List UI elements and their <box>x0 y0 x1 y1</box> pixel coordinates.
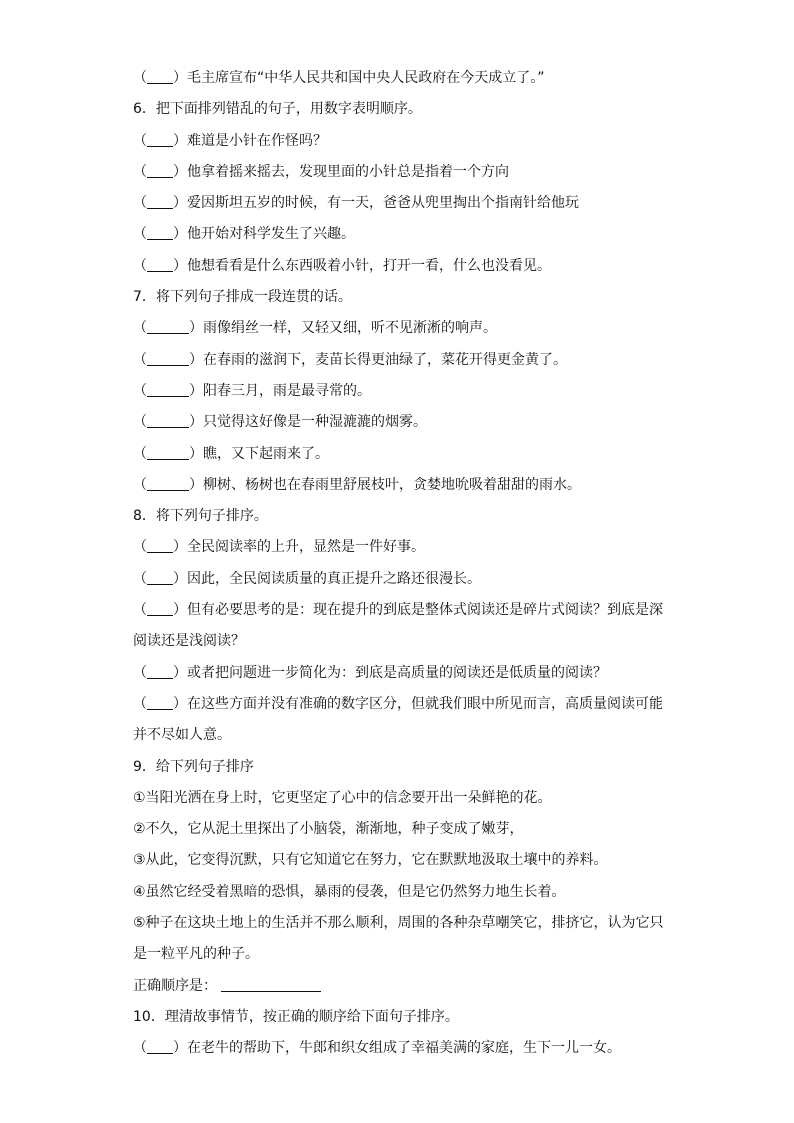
sentence-item <box>133 63 694 94</box>
sentence-line <box>133 877 694 908</box>
paren-left: （ <box>133 664 147 681</box>
sentence-line <box>133 939 694 970</box>
line-text: 全民阅读率的上升，显然是一件好事。 <box>187 539 425 556</box>
sentence-line <box>133 720 694 751</box>
blank-underline[interactable] <box>147 131 173 147</box>
sentence-line <box>133 908 694 939</box>
line-text: 或者把问题进一步简化为：到底是高质量的阅读还是低质量的阅读？ <box>187 664 607 681</box>
paren-right: ） <box>173 132 187 149</box>
paren-left: （ <box>133 570 147 587</box>
paren-right: ） <box>189 414 203 431</box>
sentence-item <box>133 689 694 720</box>
line-text: 8．将下列句子排序。 <box>133 508 268 525</box>
line-text: 阅读还是浅阅读？ <box>133 633 245 650</box>
sentence-line <box>133 626 694 657</box>
blank-underline[interactable] <box>147 444 189 460</box>
blank-underline[interactable] <box>147 256 173 272</box>
paren-left: （ <box>133 320 147 337</box>
sentence-item <box>133 251 694 282</box>
order-blank[interactable] <box>133 63 187 94</box>
paren-right: ） <box>173 539 187 556</box>
line-text: 柳树、杨树也在春雨里舒展枝叶，贪婪地吮吸着甜甜的雨水。 <box>203 476 581 493</box>
question-title <box>133 752 694 783</box>
order-blank[interactable] <box>133 439 203 470</box>
order-blank[interactable] <box>133 251 187 282</box>
paren-left: （ <box>133 132 147 149</box>
blank-underline[interactable] <box>147 224 173 240</box>
paren-right: ） <box>173 695 187 712</box>
order-blank[interactable] <box>133 157 187 188</box>
sentence-item <box>133 1033 694 1064</box>
sentence-item <box>133 439 694 470</box>
line-text: ⑤种子在这块土地上的生活并不那么顺利，周围的各种杂草嘲笑它，排挤它，认为它只 <box>133 915 664 932</box>
line-text: 只觉得这好像是一种湿漉漉的烟雾。 <box>203 414 427 431</box>
paren-right: ） <box>189 476 203 493</box>
sentence-item <box>133 157 694 188</box>
paren-left: （ <box>133 476 147 493</box>
paren-right: ） <box>173 226 187 243</box>
sentence-line <box>133 783 694 814</box>
blank-underline[interactable] <box>147 600 173 616</box>
sentence-item <box>133 407 694 438</box>
sentence-item <box>133 595 694 626</box>
paren-right: ） <box>173 664 187 681</box>
sentence-item <box>133 126 694 157</box>
line-text: 他拿着摇来摇去，发现里面的小针总是指着一个方向 <box>187 163 509 180</box>
blank-underline[interactable] <box>147 475 189 491</box>
paren-right: ） <box>173 570 187 587</box>
paren-right: ） <box>189 445 203 462</box>
line-text: 10．理清故事情节，按正确的顺序给下面句子排序。 <box>133 1008 459 1025</box>
paren-left: （ <box>133 539 147 556</box>
paren-left: （ <box>133 445 147 462</box>
line-text: 难道是小针在作怪吗？ <box>187 132 327 149</box>
sentence-item <box>133 470 694 501</box>
line-text: 但有必要思考的是：现在提升的到底是整体式阅读还是碎片式阅读？到底是深 <box>187 602 663 619</box>
paren-right: ） <box>173 70 187 86</box>
question-title <box>133 282 694 313</box>
answer-row <box>133 971 694 1002</box>
line-text: 雨像绢丝一样，又轻又细，听不见淅淅的响声。 <box>203 320 497 337</box>
line-text: 爱因斯坦五岁的时候，有一天，爸爸从兜里掏出个指南针给他玩 <box>187 195 579 212</box>
sentence-item <box>133 188 694 219</box>
blank-underline[interactable] <box>147 694 173 710</box>
paren-right: ） <box>173 602 187 619</box>
order-blank[interactable] <box>133 345 203 376</box>
sentence-line <box>133 845 694 876</box>
order-blank[interactable] <box>133 532 187 563</box>
paren-left: （ <box>133 695 147 712</box>
line-text: 7．将下列句子排成一段连贯的话。 <box>133 289 352 306</box>
line-text: 他想看看是什么东西吸着小针，打开一看，什么也没看见。 <box>187 257 551 274</box>
paren-left: （ <box>133 1040 147 1057</box>
order-blank[interactable] <box>133 376 203 407</box>
sentence-item <box>133 564 694 595</box>
paren-left: （ <box>133 351 147 368</box>
sentence-item <box>133 376 694 407</box>
paren-left: （ <box>133 414 147 431</box>
blank-underline[interactable] <box>147 68 173 84</box>
paren-left: （ <box>133 226 147 243</box>
question-title <box>133 1002 694 1033</box>
order-blank[interactable] <box>133 407 203 438</box>
line-text: ③从此，它变得沉默，只有它知道它在努力，它在默默地汲取土壤中的养料。 <box>133 852 608 869</box>
paren-right: ） <box>189 351 203 368</box>
blank-underline[interactable] <box>147 162 173 178</box>
order-blank[interactable] <box>133 126 187 157</box>
paren-right: ） <box>189 320 203 337</box>
blank-underline[interactable] <box>147 537 173 553</box>
blank-underline[interactable] <box>147 193 173 209</box>
line-text: 阳春三月，雨是最寻常的。 <box>203 382 371 399</box>
order-blank[interactable] <box>133 188 187 219</box>
paren-right: ） <box>189 382 203 399</box>
sentence-item <box>133 658 694 689</box>
order-blank[interactable] <box>133 658 187 689</box>
order-blank[interactable] <box>133 470 203 501</box>
order-blank[interactable] <box>133 689 187 720</box>
blank-underline[interactable] <box>147 412 189 428</box>
blank-underline[interactable] <box>147 569 173 585</box>
sentence-item <box>133 532 694 563</box>
order-blank[interactable] <box>133 1033 187 1064</box>
order-blank[interactable] <box>133 219 187 250</box>
paren-left: （ <box>133 70 147 86</box>
paren-left: （ <box>133 163 147 180</box>
sentence-item <box>133 219 694 250</box>
question-title <box>133 94 694 125</box>
line-text: ④虽然它经受着黑暗的恐惧，暴雨的侵袭，但是它仍然努力地生长着。 <box>133 883 566 900</box>
line-text: ②不久，它从泥土里探出了小脑袋，渐渐地，种子变成了嫩芽， <box>133 821 524 838</box>
line-text: 瞧，又下起雨来了。 <box>203 445 329 462</box>
sentence-item <box>133 345 694 376</box>
line-text: 在春雨的滋润下，麦苗长得更油绿了，菜花开得更金黄了。 <box>203 351 567 368</box>
paren-right: ） <box>173 1040 187 1057</box>
paren-right: ） <box>173 163 187 180</box>
paren-right: ） <box>173 257 187 274</box>
line-text: 在老牛的帮助下，牛郎和织女组成了幸福美满的家庭，生下一儿一女。 <box>187 1040 621 1057</box>
blank-underline[interactable] <box>147 350 189 366</box>
line-text: 是一粒平凡的种子。 <box>133 946 259 963</box>
line-text: 正确顺序是： <box>133 977 217 994</box>
blank-underline[interactable] <box>147 381 189 397</box>
line-text: 他开始对科学发生了兴趣。 <box>187 226 355 243</box>
line-text: 并不尽如人意。 <box>133 727 231 744</box>
paren-left: （ <box>133 195 147 212</box>
line-text: 因此，全民阅读质量的真正提升之路还很漫长。 <box>187 570 481 587</box>
paren-left: （ <box>133 257 147 274</box>
question-title <box>133 501 694 532</box>
order-blank[interactable] <box>133 595 187 626</box>
line-text: 毛主席宣布“中华人民共和国中央人民政府在今天成立了。” <box>187 70 545 86</box>
order-blank[interactable] <box>133 313 203 344</box>
sentence-line <box>133 814 694 845</box>
paren-right: ） <box>173 195 187 212</box>
order-blank[interactable] <box>133 564 187 595</box>
line-text: 在这些方面并没有准确的数字区分，但就我们眼中所见而言，高质量阅读可能 <box>187 695 663 712</box>
blank-underline[interactable] <box>147 318 189 334</box>
paren-left: （ <box>133 602 147 619</box>
blank-underline[interactable] <box>147 663 173 679</box>
line-text: ①当阳光洒在身上时，它更坚定了心中的信念要开出一朵鲜艳的花。 <box>133 789 552 806</box>
blank-underline[interactable] <box>147 1038 173 1054</box>
paren-left: （ <box>133 382 147 399</box>
answer-input-line[interactable] <box>221 976 321 992</box>
line-text: 9．给下列句子排序 <box>133 758 254 775</box>
line-text: 6．把下面排列错乱的句子，用数字表明顺序。 <box>133 101 422 118</box>
sentence-item <box>133 313 694 344</box>
